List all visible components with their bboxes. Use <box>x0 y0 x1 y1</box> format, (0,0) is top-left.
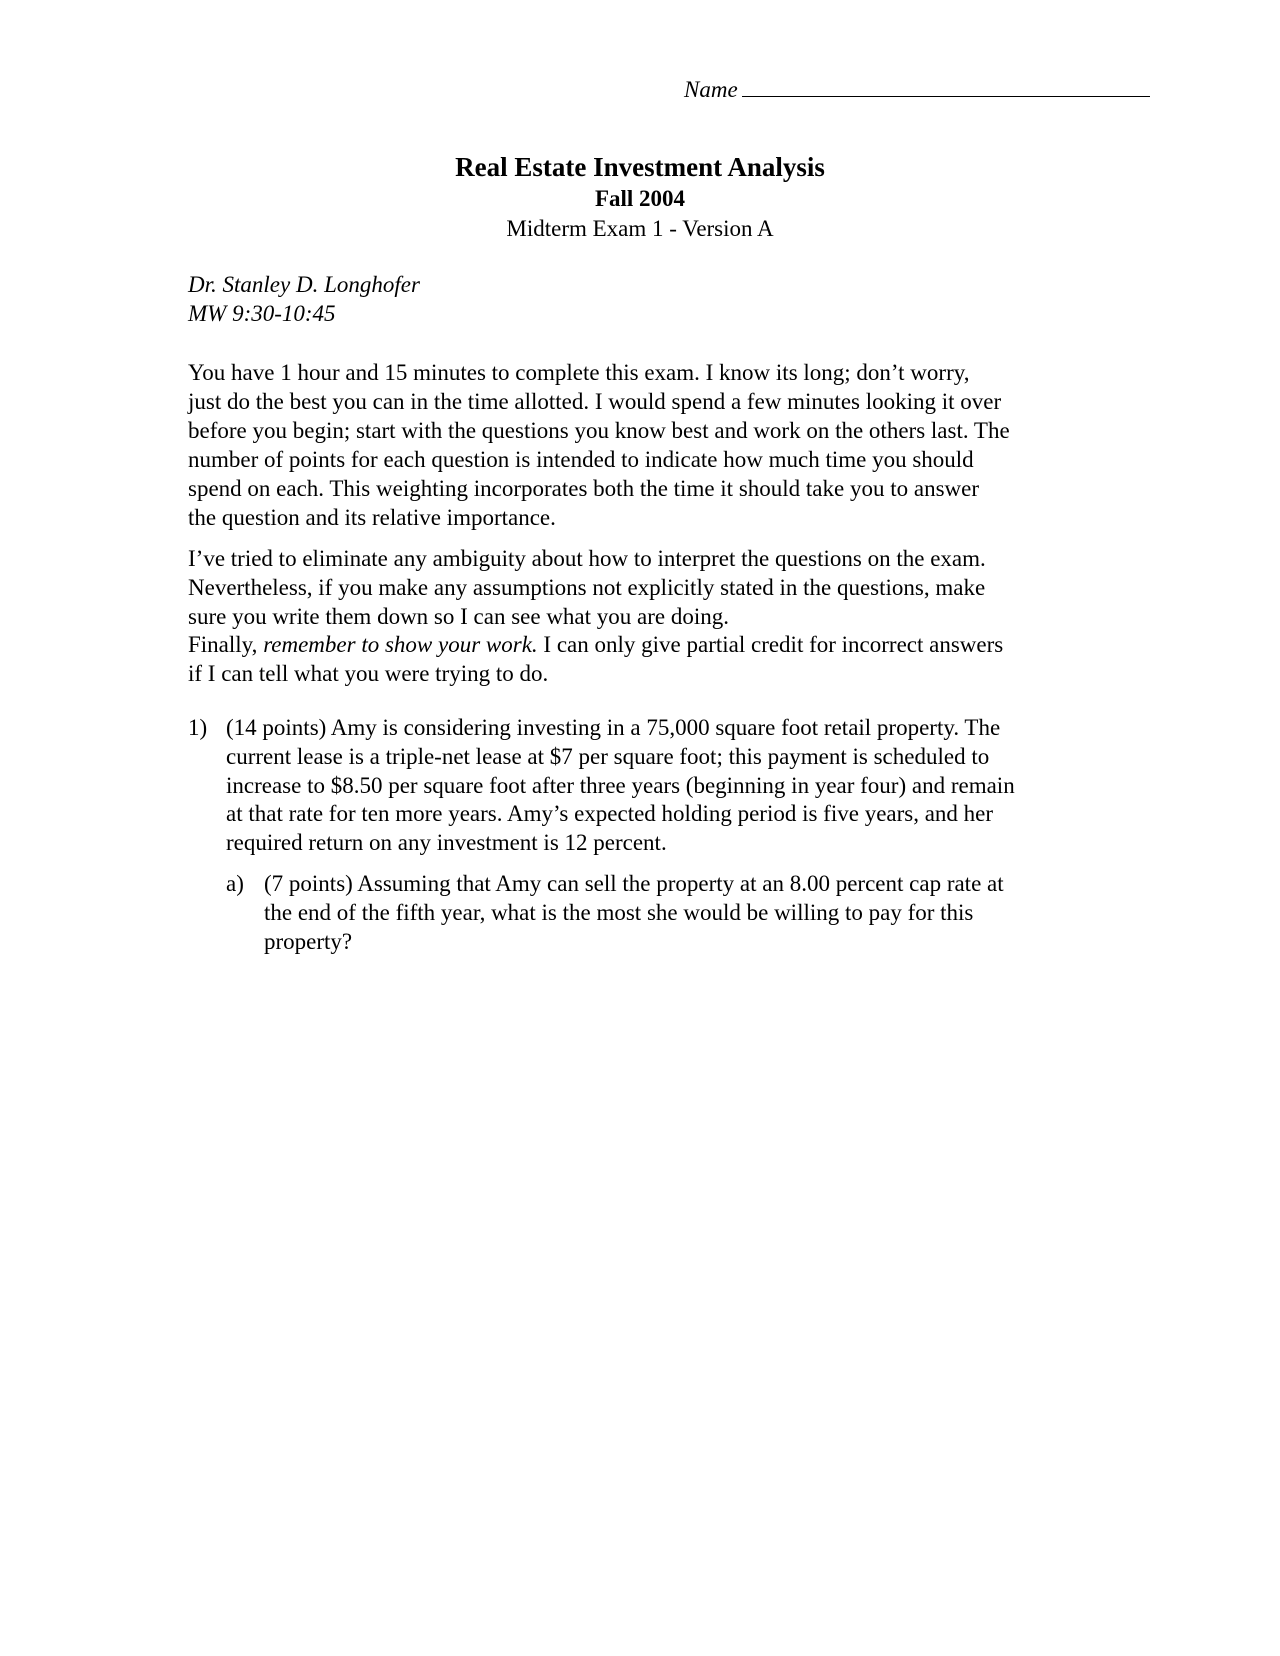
exam-label: Midterm Exam 1 - Version A <box>506 216 774 241</box>
paragraph-3-emphasis: remember to show your work. <box>263 632 538 657</box>
instructor-name: Dr. Stanley D. Longhofer <box>188 272 420 297</box>
question-1-number: 1) <box>188 715 208 740</box>
term-label: Fall 2004 <box>594 186 686 211</box>
instructions-paragraph-3 <box>188 630 1118 688</box>
instructor-block <box>188 270 420 328</box>
name-field <box>684 74 1150 103</box>
course-title: Real Estate Investment Analysis <box>455 152 825 182</box>
question-1-text: (14 points) Amy is considering investing in a 75,000 square foot retail property. The current lease is a triple-net lease at $7 per square foot; this payment is scheduled to increase to $8.50 per square foot after three years (beginning in year four) and remain at that rate for ten more years. Amy’s expected holding period is five years, and her required return on any investment is 12 percent. <box>226 715 1015 856</box>
name-label: Name <box>684 77 738 102</box>
paragraph-3-prefix: Finally, <box>188 632 264 657</box>
class-schedule: MW 9:30-10:45 <box>188 301 336 326</box>
question-1 <box>188 714 1118 858</box>
title-block <box>0 150 1280 244</box>
instructions-paragraph-2: I’ve tried to eliminate any ambiguity about how to interpret the questions on the exam. Nevertheless, if you make any assumptions not explicitly stated in the questions, make sure you write them down so I can see what you are doing. <box>188 546 986 629</box>
name-blank-line[interactable] <box>742 74 1150 97</box>
question-1a-letter: a) <box>226 871 244 896</box>
paragraph-3-suffix: I can only give partial credit for incorrect answers if I can tell what you were trying to do. <box>188 632 1004 686</box>
instructions-paragraph-1: You have 1 hour and 15 minutes to complete this exam. I know its long; don’t worry, just do the best you can in the time allotted. I would spend a few minutes looking it over before you begin; start with the questions you know best and work on the others last. The number of points for each question is intended to indicate how much time you should spend on each. This weighting incorporates both the time it should take you to answer the question and its relative importance. <box>188 360 1010 530</box>
question-1a-text: (7 points) Assuming that Amy can sell the property at an 8.00 percent cap rate at the end of the fifth year, what is the most she would be willing to pay for this property? <box>264 871 1004 954</box>
question-1a <box>226 870 1118 956</box>
